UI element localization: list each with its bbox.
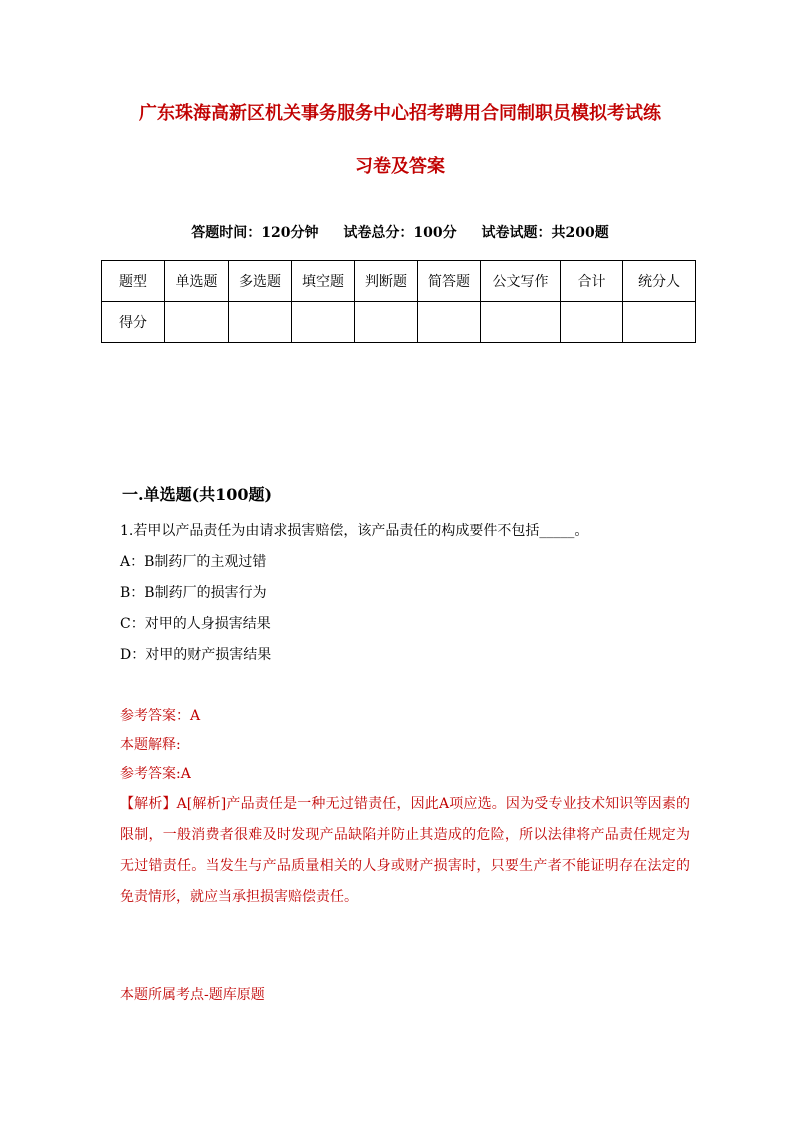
analysis-text: 【解析】A[解析]产品责任是一种无过错责任，因此A项应选。因为受专业技术知识等因素的限制，一般消费者很难及时发现产品缺陷并防止其造成的危险，所以法律将产品责任规定为无过错责任。当发生与产品质量相关的人身或财产损害时，只要生产者不能证明存在法定的免责情形，就应当承担损害赔偿责任。 (120, 796, 690, 905)
score-cell (292, 302, 355, 343)
score-header-cell: 合计 (561, 261, 623, 302)
exam-time: 答题时间：120分钟 (191, 225, 319, 241)
section-heading: 一.单选题(共100题) (122, 485, 273, 504)
score-cell (229, 302, 292, 343)
explanation-label: 本题解释: (120, 737, 181, 753)
score-header-cell: 公文写作 (481, 261, 561, 302)
score-table-header-row (102, 261, 696, 302)
score-cell (355, 302, 418, 343)
title-line-1: 广东珠海高新区机关事务服务中心招考聘用合同制职员模拟考试练 (139, 103, 661, 124)
option-b: B：B制药厂的损害行为 (120, 585, 267, 601)
score-cell (418, 302, 481, 343)
score-header-cell: 题型 (102, 261, 165, 302)
reference-answer: 参考答案：A (120, 708, 201, 724)
score-header-cell: 单选题 (165, 261, 229, 302)
option-c: C：对甲的人身损害结果 (120, 616, 271, 632)
score-table (101, 260, 696, 343)
score-row-label: 得分 (102, 302, 165, 343)
question-stem: 1.若甲以产品责任为由请求损害赔偿，该产品责任的构成要件不包括_____。 (120, 523, 589, 539)
score-table-score-row (102, 302, 696, 343)
score-header-cell: 填空题 (292, 261, 355, 302)
option-d: D：对甲的财产损害结果 (120, 647, 272, 663)
option-a: A：B制药厂的主观过错 (120, 554, 267, 570)
question-source: 本题所属考点-题库原题 (120, 987, 265, 1003)
score-cell (561, 302, 623, 343)
reference-answer-2: 参考答案:A (120, 766, 191, 782)
score-cell (623, 302, 696, 343)
score-cell (165, 302, 229, 343)
answer-block (120, 702, 690, 913)
score-header-cell: 简答题 (418, 261, 481, 302)
score-cell (481, 302, 561, 343)
exam-total-questions: 试卷试题：共200题 (481, 225, 609, 241)
document-title (60, 96, 740, 185)
exam-meta (100, 222, 700, 242)
exam-total-score: 试卷总分：100分 (343, 225, 457, 241)
title-line-2: 习卷及答案 (355, 156, 445, 177)
question-block (120, 516, 700, 671)
score-header-cell: 判断题 (355, 261, 418, 302)
score-header-cell: 统分人 (623, 261, 696, 302)
score-header-cell: 多选题 (229, 261, 292, 302)
